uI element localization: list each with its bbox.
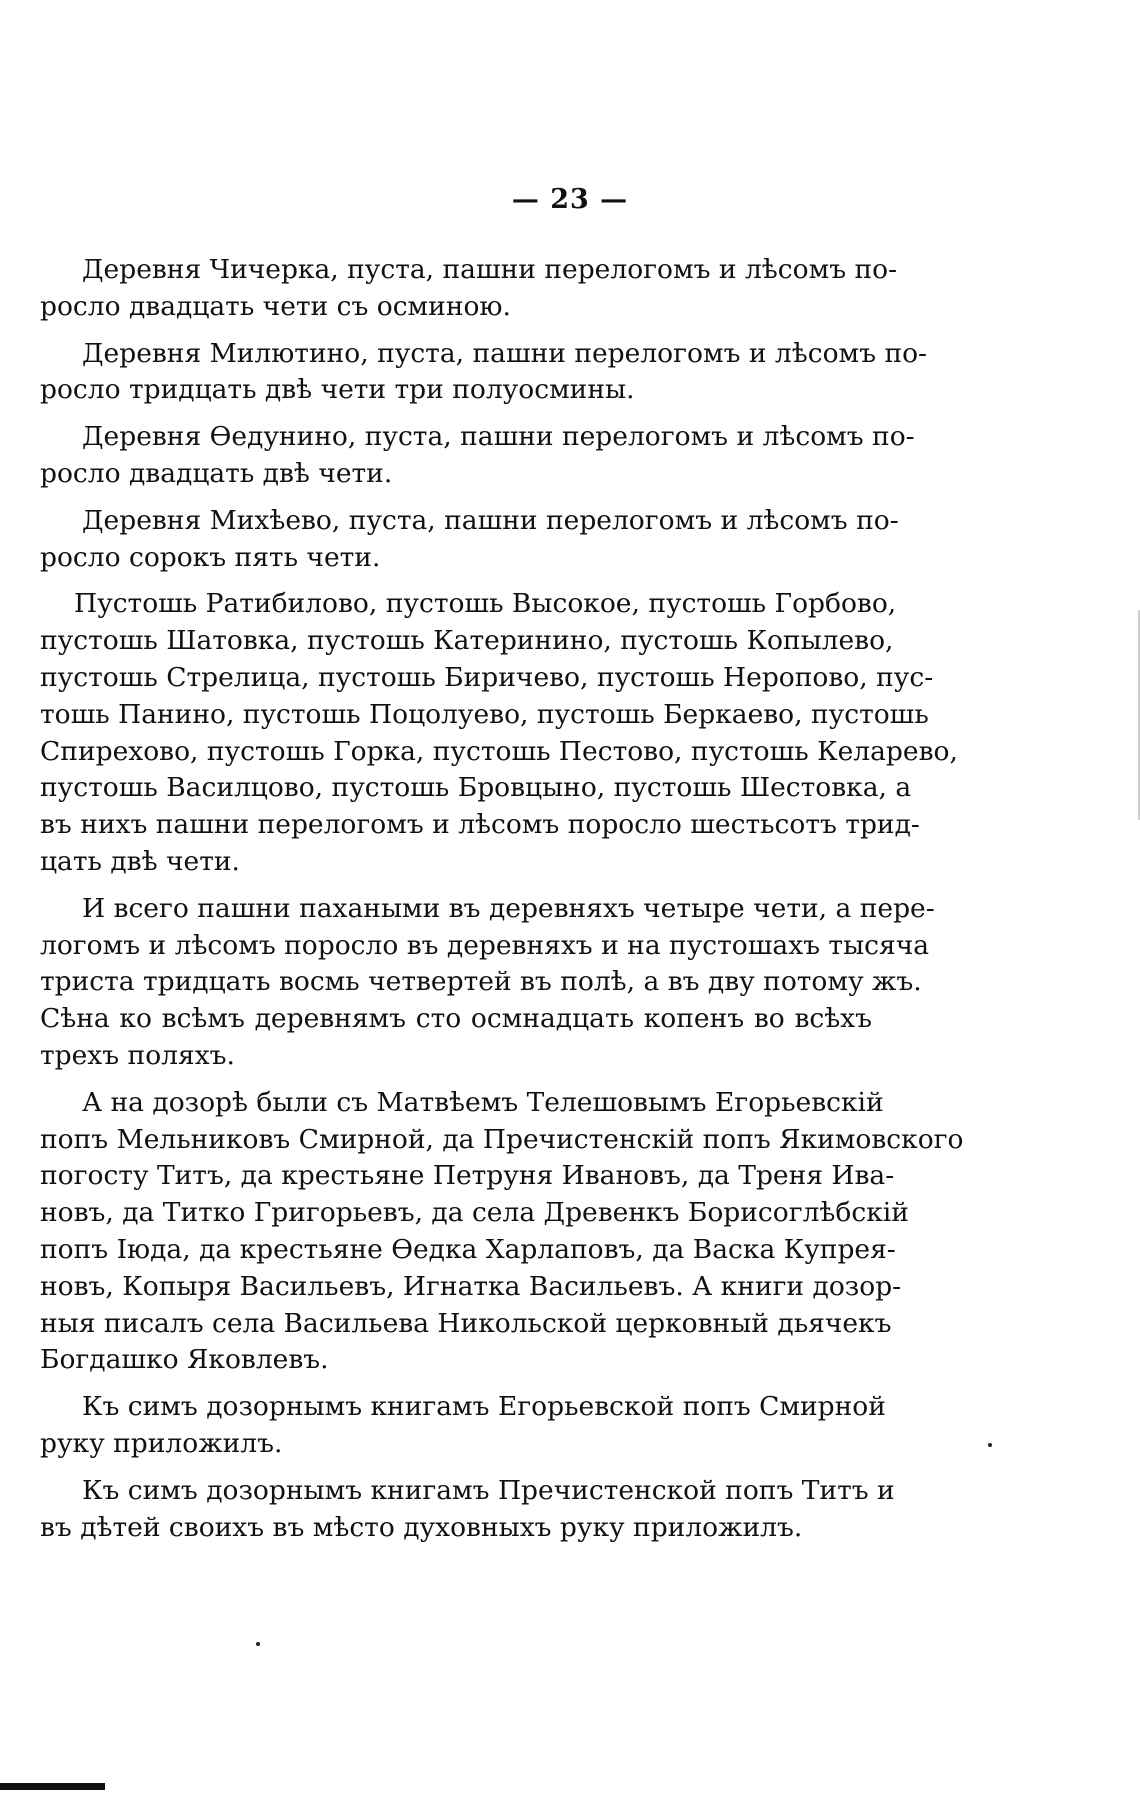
scan-edge-bar	[0, 1783, 105, 1790]
text-line: погосту Титъ, да крестьяне Петруня Ивановъ, да Треня Ива-	[40, 1160, 895, 1192]
text-line: Къ симъ дозорнымъ книгамъ Пречистенской попъ Титъ и	[82, 1474, 895, 1506]
text-line: ныя писалъ села Васильева Никольской церковный дьячекъ	[40, 1307, 892, 1339]
text-line: Богдашко Яковлевъ.	[40, 1344, 329, 1376]
text-line: росло двадцать чети съ осминою.	[40, 290, 511, 322]
text-line: росло сорокъ пять чети.	[40, 541, 381, 573]
text-line: въ нихъ пашни перелогомъ и лѣсомъ поросло шестьсотъ трид-	[40, 809, 920, 841]
text-line: руку приложилъ.	[40, 1427, 283, 1459]
text-line: Спирехово, пустошь Горка, пустошь Пестово, пустошь Келарево,	[40, 735, 958, 767]
text-line: пустошь Стрелица, пустошь Биричево, пустошь Неропово, пус-	[40, 661, 934, 693]
text-line: Деревня Ѳедунино, пуста, пашни перелогомъ и лѣсомъ по-	[82, 421, 915, 453]
body-text	[40, 252, 964, 1556]
text-line: Къ симъ дозорнымъ книгамъ Егорьевской попъ Смирной	[82, 1391, 886, 1423]
text-line: росло тридцать двѣ чети три полуосмины.	[40, 374, 635, 406]
text-line: пустошь Шатовка, пустошь Катеринино, пустошь Копылево,	[40, 625, 894, 657]
text-line: трехъ поляхъ.	[40, 1039, 235, 1071]
paragraph-fedunino	[40, 419, 915, 493]
text-line: триста тридцать восмь четвертей въ полѣ, а въ дву потому жъ.	[40, 966, 922, 998]
text-line: новъ, да Титко Григорьевъ, да села Древенкъ Борисоглѣбскій	[40, 1197, 909, 1229]
paragraph-dozor	[40, 1085, 964, 1379]
text-line: попъ Іюда, да крестьяне Ѳедка Харлаповъ, да Васка Купрея-	[40, 1233, 896, 1265]
text-line: Деревня Михѣево, пуста, пашни перелогомъ и лѣсомъ по-	[82, 504, 899, 536]
paragraph-signature-smirnoy	[40, 1389, 886, 1463]
text-line: цать двѣ чети.	[40, 845, 240, 877]
text-line: новъ, Копыря Васильевъ, Игнатка Васильевъ. А книги дозор-	[40, 1270, 902, 1302]
text-line: въ дѣтей своихъ въ мѣсто духовныхъ руку приложилъ.	[40, 1511, 803, 1543]
text-line: Деревня Чичерка, пуста, пашни перелогомъ и лѣсомъ по-	[82, 254, 898, 285]
paragraph-totals	[40, 891, 935, 1075]
text-line: Деревня Милютино, пуста, пашни перелогомъ и лѣсомъ по-	[82, 337, 928, 369]
paragraph-chicherka	[40, 252, 898, 326]
text-line: пустошь Василцово, пустошь Бровцыно, пустошь Шестовка, а	[40, 772, 912, 804]
text-line: А на дозорѣ были съ Матвѣемъ Телешовымъ Егорьевскій	[82, 1086, 884, 1118]
text-line: Пустошь Ратибилово, пустошь Высокое, пустошь Горбово,	[74, 588, 897, 620]
text-line: росло двадцать двѣ чети.	[40, 457, 393, 489]
text-line: И всего пашни пахаными въ деревняхъ четыре чети, а пере-	[82, 892, 935, 924]
speck-mark	[256, 1642, 260, 1646]
paragraph-mikheevo	[40, 503, 899, 577]
text-line: логомъ и лѣсомъ поросло въ деревняхъ и на пустошахъ тысяча	[40, 929, 930, 961]
paragraph-signature-tit	[40, 1473, 895, 1547]
text-line: тошь Панино, пустошь Поцолуево, пустошь Беркаево, пустошь	[40, 698, 929, 730]
speck-mark	[988, 1443, 992, 1447]
text-line: Сѣна ко всѣмъ деревнямъ сто осмнадцать копенъ во всѣхъ	[40, 1003, 872, 1035]
page-number: — 23 —	[511, 184, 629, 215]
paragraph-milyutino	[40, 336, 928, 410]
text-line: попъ Мельниковъ Смирной, да Пречистенскій попъ Якимовского	[40, 1123, 964, 1155]
paragraph-pustoshi	[40, 586, 958, 880]
